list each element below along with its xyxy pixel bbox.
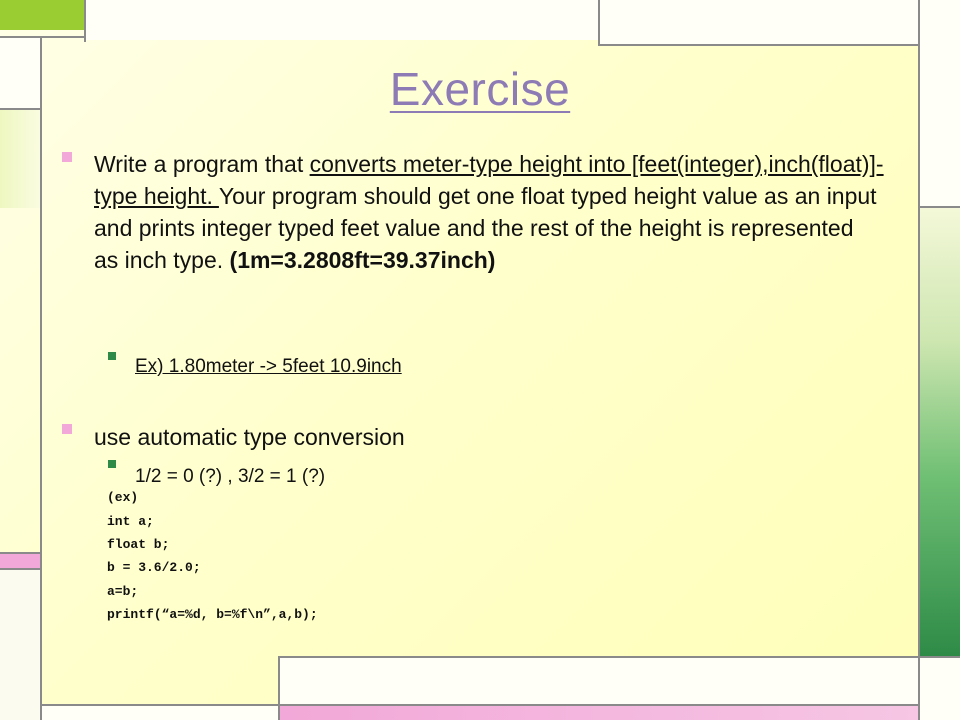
frame-line: [42, 704, 920, 706]
division-question: 1/2 = 0 (?) , 3/2 = 1 (?): [135, 466, 326, 487]
deco-green-bar-right: [920, 208, 960, 656]
code-line: int a;: [107, 514, 154, 529]
deco-white-bottom-left: [42, 706, 278, 720]
frame-line: [40, 36, 42, 720]
slide-title: Exercise: [389, 63, 571, 115]
sub-bullet-marker: [108, 460, 116, 468]
bullet-marker: [62, 152, 72, 162]
code-line: printf(“a=%d, b=%f\n”,a,b);: [107, 607, 318, 622]
frame-line: [0, 36, 84, 38]
code-line: float b;: [107, 537, 170, 552]
bullet-marker: [62, 424, 72, 434]
frame-line: [0, 568, 42, 570]
code-line: (ex): [107, 490, 139, 505]
deco-white-left-lower: [0, 568, 40, 720]
code-line: b = 3.6/2.0;: [107, 560, 201, 575]
deco-pink-bottom: [280, 706, 920, 720]
frame-line: [84, 0, 86, 42]
deco-white-top-right: [600, 0, 918, 44]
bullet-text-program-description: Write a program that converts meter-type height into [feet(integer),inch(float)]-type height. Your program should get one float typed height value as an input and prints integer typed feet value and the rest of the height is represented as inch type. (1m=3.2808ft=39.37inch): [94, 151, 884, 273]
deco-white-bottom-box: [280, 658, 918, 704]
deco-lime-square: [0, 0, 84, 30]
frame-line: [278, 656, 920, 658]
frame-line: [598, 0, 600, 46]
deco-white-top: [86, 0, 598, 40]
frame-line: [598, 44, 920, 46]
bullet-text-type-conversion: use automatic type conversion: [94, 424, 405, 450]
example-conversion: Ex) 1.80meter -> 5feet 10.9inch: [135, 356, 402, 377]
deco-pink-strip-left: [0, 554, 40, 568]
deco-white-bottom-right: [920, 658, 960, 720]
conversion-formula: (1m=3.2808ft=39.37inch): [229, 247, 496, 273]
frame-line: [278, 656, 280, 720]
underlined-phrase: converts meter-type height into [feet(integer),inch(float)]-type height.: [94, 151, 884, 209]
sub-bullet-marker: [108, 352, 116, 360]
code-line: a=b;: [107, 584, 139, 599]
frame-line: [918, 656, 960, 658]
frame-line: [0, 552, 42, 554]
frame-line: [918, 206, 960, 208]
deco-lime-bar-left: [0, 108, 40, 208]
